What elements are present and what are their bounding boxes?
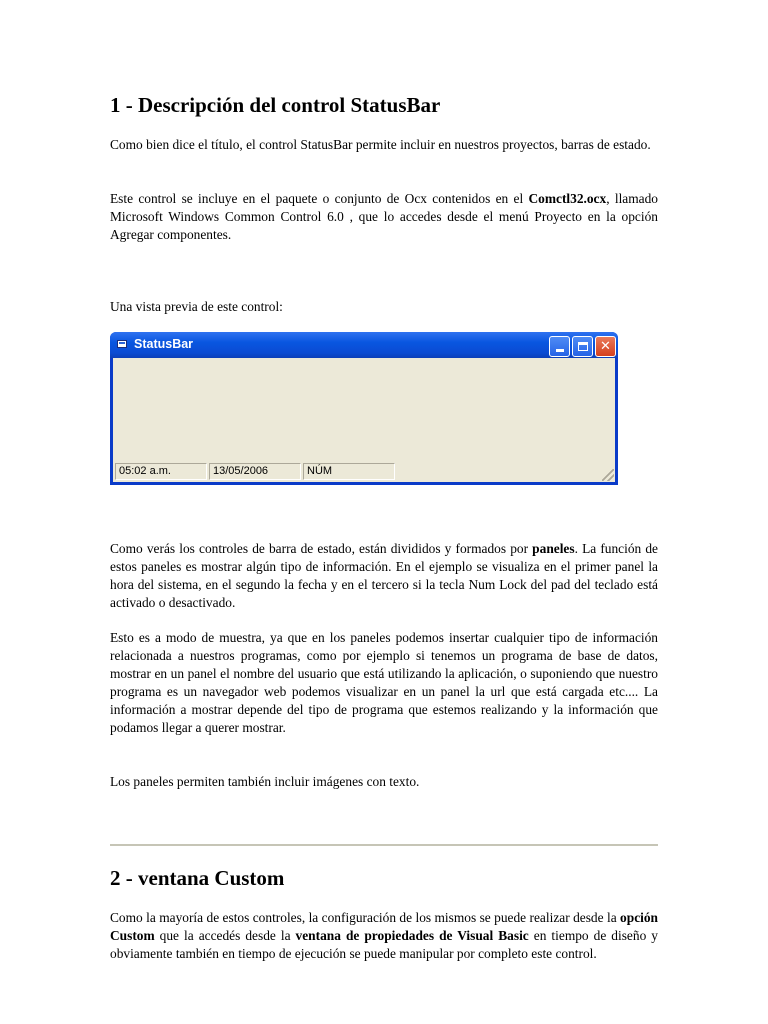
custom-text-c: en tiempo de diseño y obviamente también en tiempo de ejecución se puede manipular por completo este control. (110, 928, 658, 961)
intro-paragraph: Como bien dice el título, el control StatusBar permite incluir en nuestros proyectos, barras de estado. (110, 137, 651, 152)
custom-paragraph (110, 909, 658, 963)
status-panel-numlock: NÚM (303, 463, 395, 480)
panels-text-a: Como verás los controles de barra de estado, están divididos y formados por (110, 541, 533, 556)
properties-window-term: ventana de propiedades de Visual Basic (295, 928, 529, 943)
status-panel-time: 05:02 a.m. (115, 463, 207, 480)
section-divider (110, 844, 658, 846)
window-title-bar (110, 332, 618, 358)
window-client-area (113, 358, 615, 482)
images-paragraph: Los paneles permiten también incluir imágenes con texto. (110, 774, 420, 789)
close-icon: ✕ (600, 339, 611, 354)
panels-paragraph (110, 540, 658, 612)
ocx-paragraph (110, 190, 658, 244)
custom-text-a: Como la mayoría de estos controles, la configuración de los mismos se puede realizar desde la (110, 910, 621, 925)
ocx-text-b: , llamado Microsoft Windows Common Control 6.0 , que lo accedes desde el menú Proyecto en la opción Agregar componentes. (110, 191, 658, 242)
app-window-icon (117, 340, 127, 348)
panels-term: paneles (532, 541, 575, 556)
sample-paragraph: Esto es a modo de muestra, ya que en los paneles podemos insertar cualquier tipo de información relacionada a nuestros programas, como por ejemplo si tenemos un programa de base de datos, mostrar en un panel el nombre del usuario que está utilizando la aplicación, o suponiendo que nuestro programa es un navegador web podemos visualizar en un panel la url que está cargada etc.... La información a mostrar depende del tipo de programa que estemos realizando y la información que podamos llegar a querer mostrar. (110, 630, 658, 735)
status-bar (113, 460, 615, 482)
preview-caption: Una vista previa de este control: (110, 299, 283, 314)
window-title: StatusBar (134, 337, 194, 351)
panels-text-b: . La función de estos paneles es mostrar algún tipo de información. En el ejemplo se visualiza en el primer panel la hora del sistema, en el segundo la fecha y en el tercero si la tecla Num Lock del pad del teclado está activado o desactivado. (110, 541, 658, 610)
resize-grip-icon[interactable] (602, 469, 614, 481)
custom-text-b: que la accedés desde la (154, 928, 296, 943)
maximize-icon (578, 342, 588, 351)
maximize-button[interactable] (572, 336, 593, 357)
ocx-filename: Comctl32.ocx (528, 191, 607, 206)
minimize-button[interactable] (549, 336, 570, 357)
statusbar-preview-window (110, 332, 618, 485)
ocx-text-a: Este control se incluye en el paquete o conjunto de Ocx contenidos en el (110, 191, 529, 206)
custom-option-term: opción Custom (110, 910, 658, 943)
section-2-heading: 2 - ventana Custom (110, 866, 285, 890)
minimize-icon (556, 349, 564, 352)
section-1-heading: 1 - Descripción del control StatusBar (110, 93, 441, 117)
close-button[interactable] (595, 336, 616, 357)
status-panel-date: 13/05/2006 (209, 463, 301, 480)
